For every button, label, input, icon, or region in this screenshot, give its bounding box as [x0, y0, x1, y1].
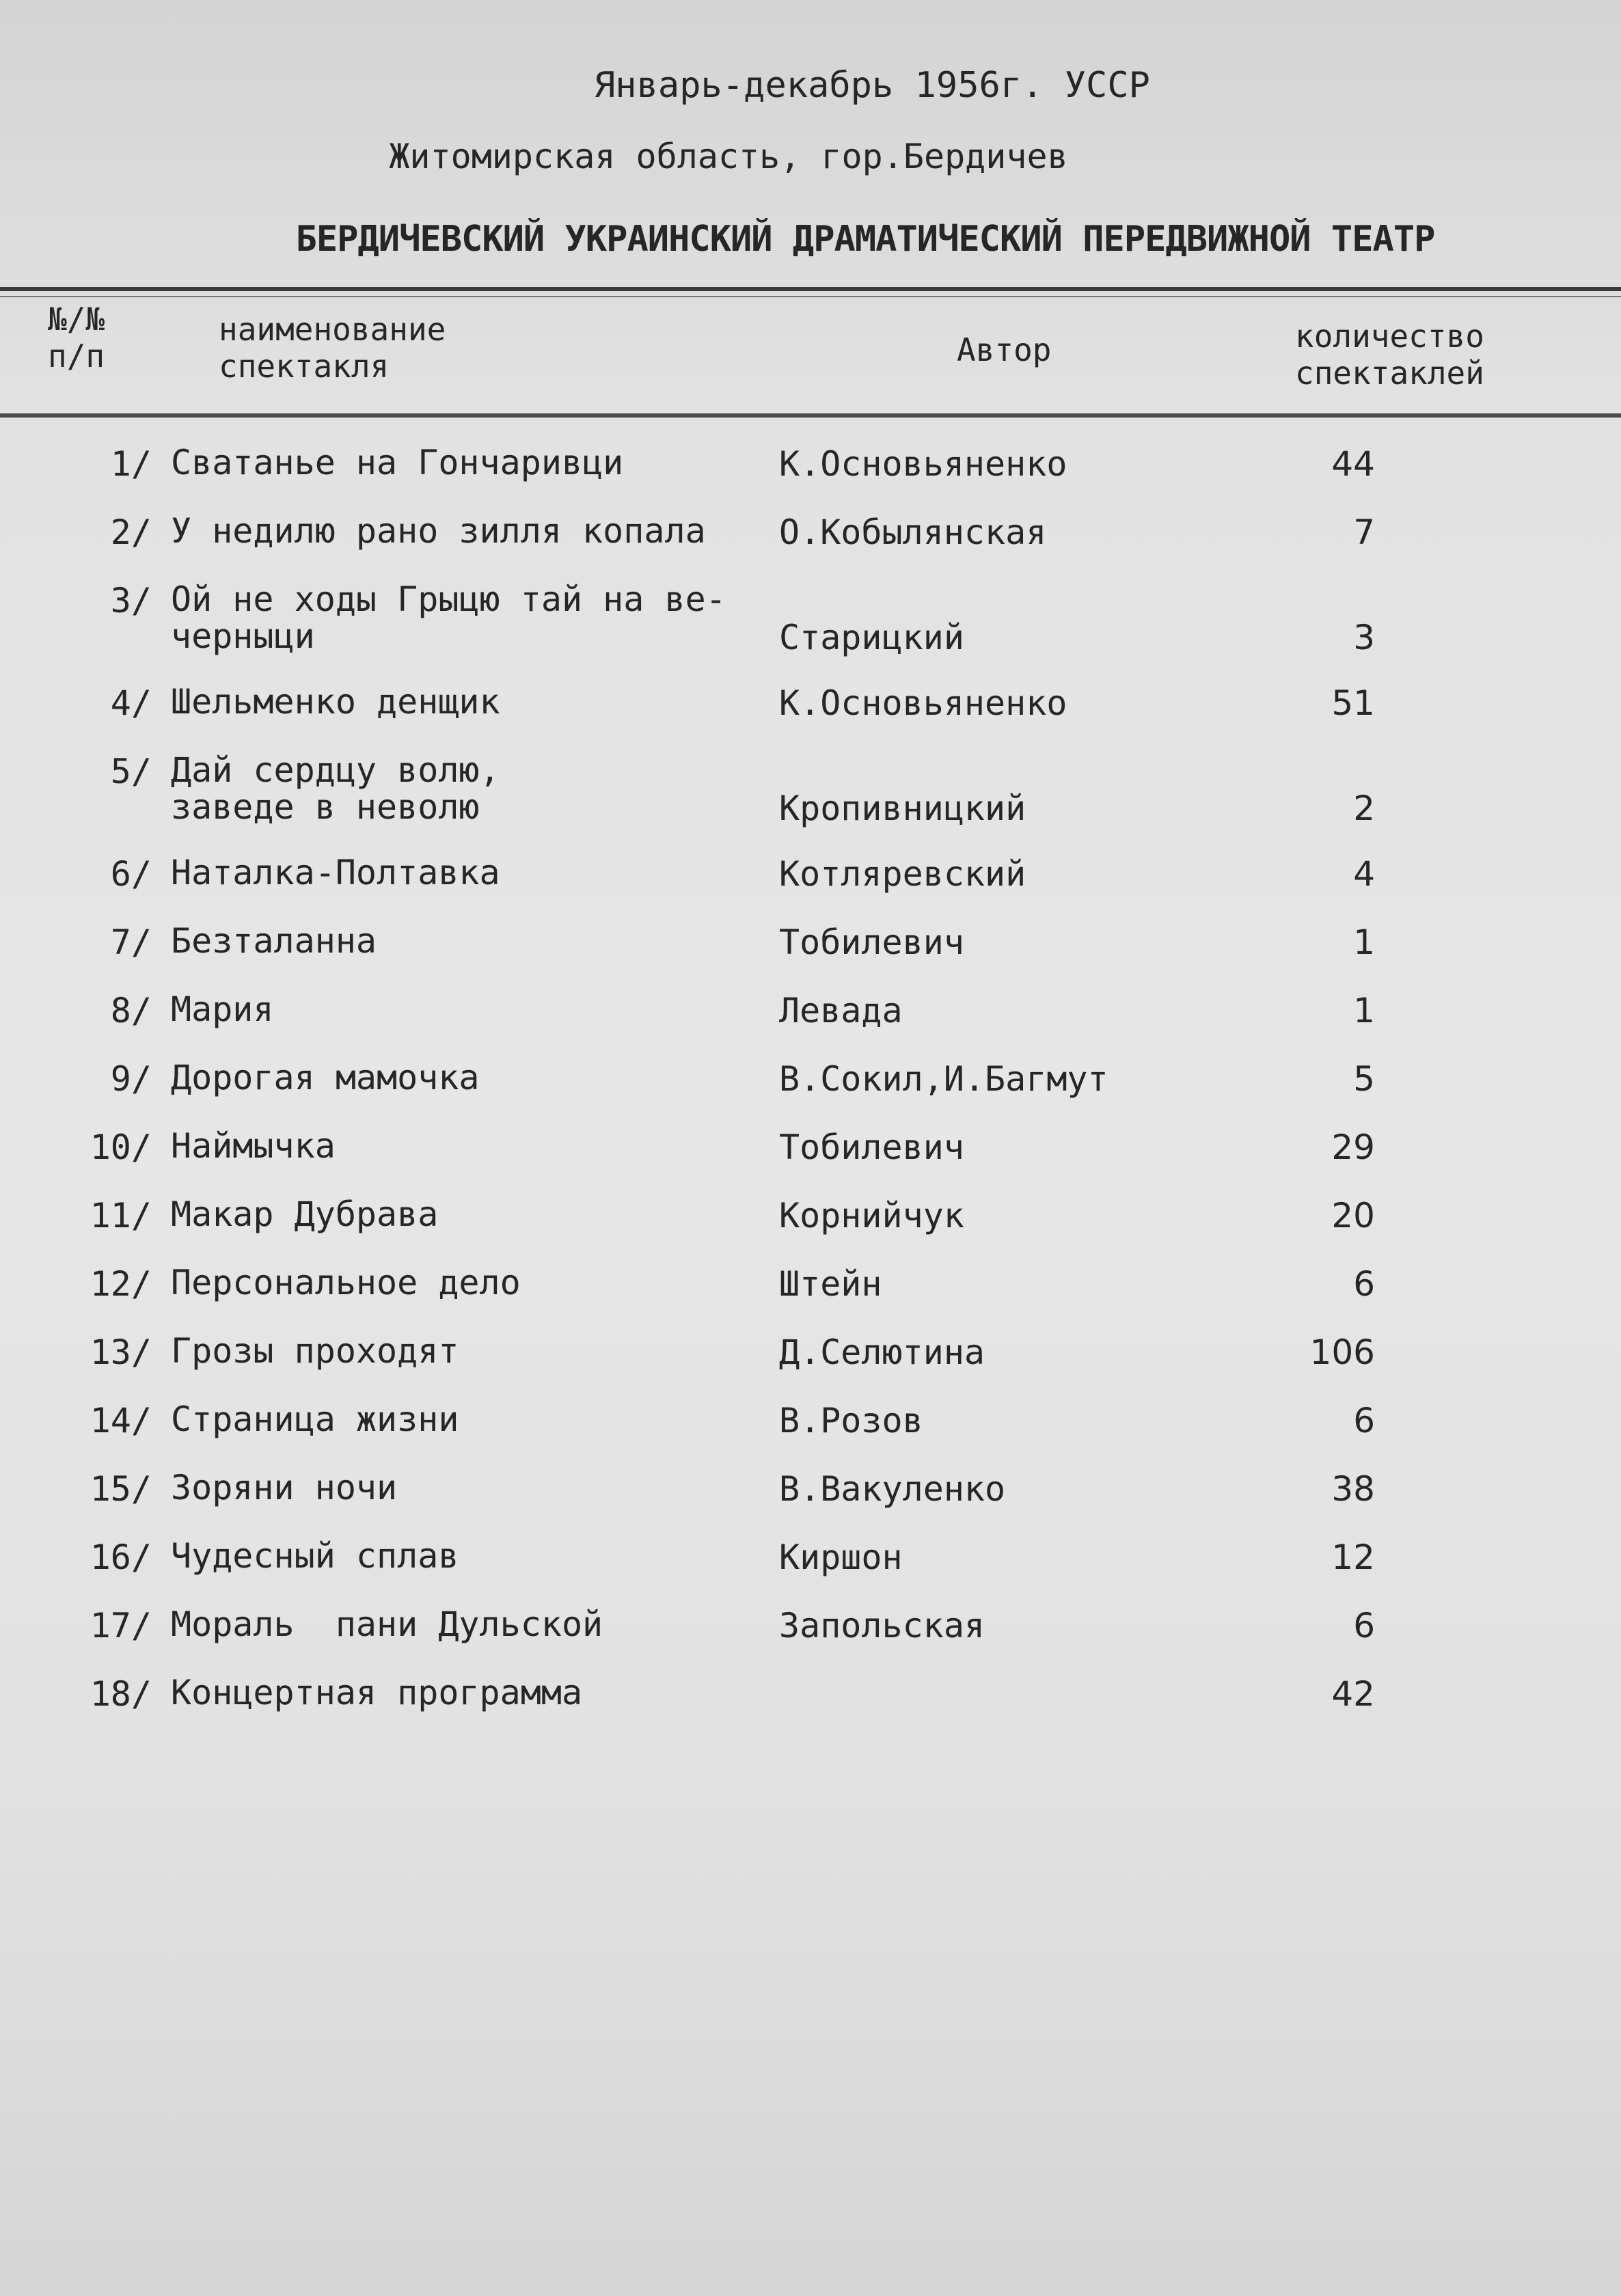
row-title: Концертная программа	[171, 1673, 583, 1712]
table-row	[0, 1264, 1621, 1332]
table-row	[0, 1538, 1621, 1606]
table-header-rule	[0, 413, 1621, 418]
table-top-rule	[0, 287, 1621, 291]
table-row	[0, 854, 1621, 922]
table-row	[0, 1674, 1621, 1742]
row-count: 5	[1353, 1059, 1375, 1099]
row-count: 51	[1331, 683, 1375, 723]
row-title: Грозы проходят	[171, 1331, 459, 1371]
row-author: Старицкий	[779, 618, 964, 657]
table-row	[0, 1128, 1621, 1196]
row-count: 4	[1353, 854, 1375, 894]
table-row	[0, 922, 1621, 991]
row-author: Котляревский	[779, 854, 1026, 894]
row-number: 11/	[90, 1196, 152, 1235]
row-title: Ой не ходы Грыцю тай на ве- черныци	[171, 579, 726, 656]
row-title: У недилю рано зилля копала	[171, 511, 706, 551]
row-count: 6	[1353, 1401, 1375, 1440]
row-count: 42	[1331, 1674, 1375, 1714]
row-title: Безталанна	[171, 921, 377, 961]
table-row	[0, 579, 1621, 657]
row-title: Мораль пани Дульской	[171, 1604, 603, 1644]
row-author: Тобилевич	[779, 922, 964, 962]
table-row	[0, 1059, 1621, 1128]
row-author: В.Вакуленко	[779, 1469, 1006, 1509]
row-author: Д.Селютина	[779, 1332, 985, 1372]
table-row	[0, 1196, 1621, 1264]
row-title: Персональное дело	[171, 1263, 521, 1302]
row-number: 5/	[110, 752, 152, 791]
row-count: 106	[1309, 1332, 1375, 1372]
row-title: Дай сердцу волю, заведе в неволю	[171, 750, 500, 827]
row-title: Мария	[171, 989, 274, 1029]
row-number: 2/	[110, 512, 152, 552]
row-author: Штейн	[779, 1264, 882, 1304]
row-author: О.Кобылянская	[779, 512, 1047, 552]
table-row	[0, 1332, 1621, 1401]
row-count: 20	[1331, 1196, 1375, 1235]
row-count: 2	[1353, 789, 1375, 828]
row-author: К.Основьяненко	[779, 683, 1067, 723]
row-number: 10/	[90, 1128, 152, 1167]
column-header-number: №/№ п/п	[48, 301, 105, 374]
row-number: 3/	[110, 581, 152, 620]
row-title: Страница жизни	[171, 1399, 459, 1439]
row-number: 15/	[90, 1469, 152, 1509]
table-row	[0, 991, 1621, 1059]
row-number: 4/	[110, 683, 152, 723]
row-author: Левада	[779, 991, 903, 1030]
row-count: 6	[1353, 1264, 1375, 1304]
row-count: 3	[1353, 618, 1375, 657]
row-author: В.Сокил,И.Багмут	[779, 1059, 1108, 1099]
table-row	[0, 1401, 1621, 1469]
row-author: Кропивницкий	[779, 789, 1026, 828]
row-title: Шельменко денщик	[171, 682, 500, 722]
row-author: К.Основьяненко	[779, 444, 1067, 484]
row-author: Запольская	[779, 1606, 985, 1645]
row-count: 1	[1353, 922, 1375, 962]
row-number: 9/	[110, 1059, 152, 1099]
row-number: 17/	[90, 1606, 152, 1645]
table-top-rule-thin	[0, 296, 1621, 297]
row-title: Чудесный сплав	[171, 1536, 459, 1576]
table-row	[0, 683, 1621, 752]
table-row	[0, 512, 1621, 581]
row-number: 14/	[90, 1401, 152, 1440]
document-title: БЕРДИЧЕВСКИЙ УКРАИНСКИЙ ДРАМАТИЧЕСКИЙ ПЕРЕДВИЖНОЙ ТЕАТР	[295, 219, 1435, 260]
row-title: Наймычка	[171, 1126, 336, 1166]
row-number: 6/	[110, 854, 152, 894]
row-title: Дорогая мамочка	[171, 1058, 480, 1097]
row-count: 7	[1353, 512, 1375, 552]
row-number: 1/	[110, 444, 152, 484]
row-count: 6	[1353, 1606, 1375, 1645]
column-header-name: наименование спектакля	[219, 311, 446, 385]
column-header-count: количество спектаклей	[1295, 318, 1484, 392]
row-title: Зоряни ночи	[171, 1468, 398, 1507]
row-count: 29	[1331, 1128, 1375, 1167]
page-shade	[0, 1777, 1621, 2296]
row-author: Киршон	[779, 1538, 903, 1577]
row-count: 12	[1331, 1538, 1375, 1577]
row-number: 8/	[110, 991, 152, 1030]
row-number: 7/	[110, 922, 152, 962]
row-number: 12/	[90, 1264, 152, 1304]
row-count: 44	[1331, 444, 1375, 484]
row-author: Тобилевич	[779, 1128, 964, 1167]
row-title: Макар Дубрава	[171, 1194, 439, 1234]
table-row	[0, 750, 1621, 828]
row-number: 16/	[90, 1538, 152, 1577]
row-count: 1	[1353, 991, 1375, 1030]
document-region: Житомирская область, гор.Бердичев	[389, 137, 1068, 176]
row-title: Наталка-Полтавка	[171, 853, 500, 892]
row-number: 13/	[90, 1332, 152, 1372]
row-number: 18/	[90, 1674, 152, 1714]
row-author: В.Розов	[779, 1401, 923, 1440]
row-count: 38	[1331, 1469, 1375, 1509]
document-date: Январь-декабрь 1956г. УССР	[594, 65, 1150, 106]
table-row	[0, 444, 1621, 512]
table-row	[0, 1469, 1621, 1538]
row-title: Сватанье на Гончаривци	[171, 443, 624, 482]
column-header-author: Автор	[957, 331, 1052, 368]
row-author: Корнийчук	[779, 1196, 964, 1235]
table-row	[0, 1606, 1621, 1674]
